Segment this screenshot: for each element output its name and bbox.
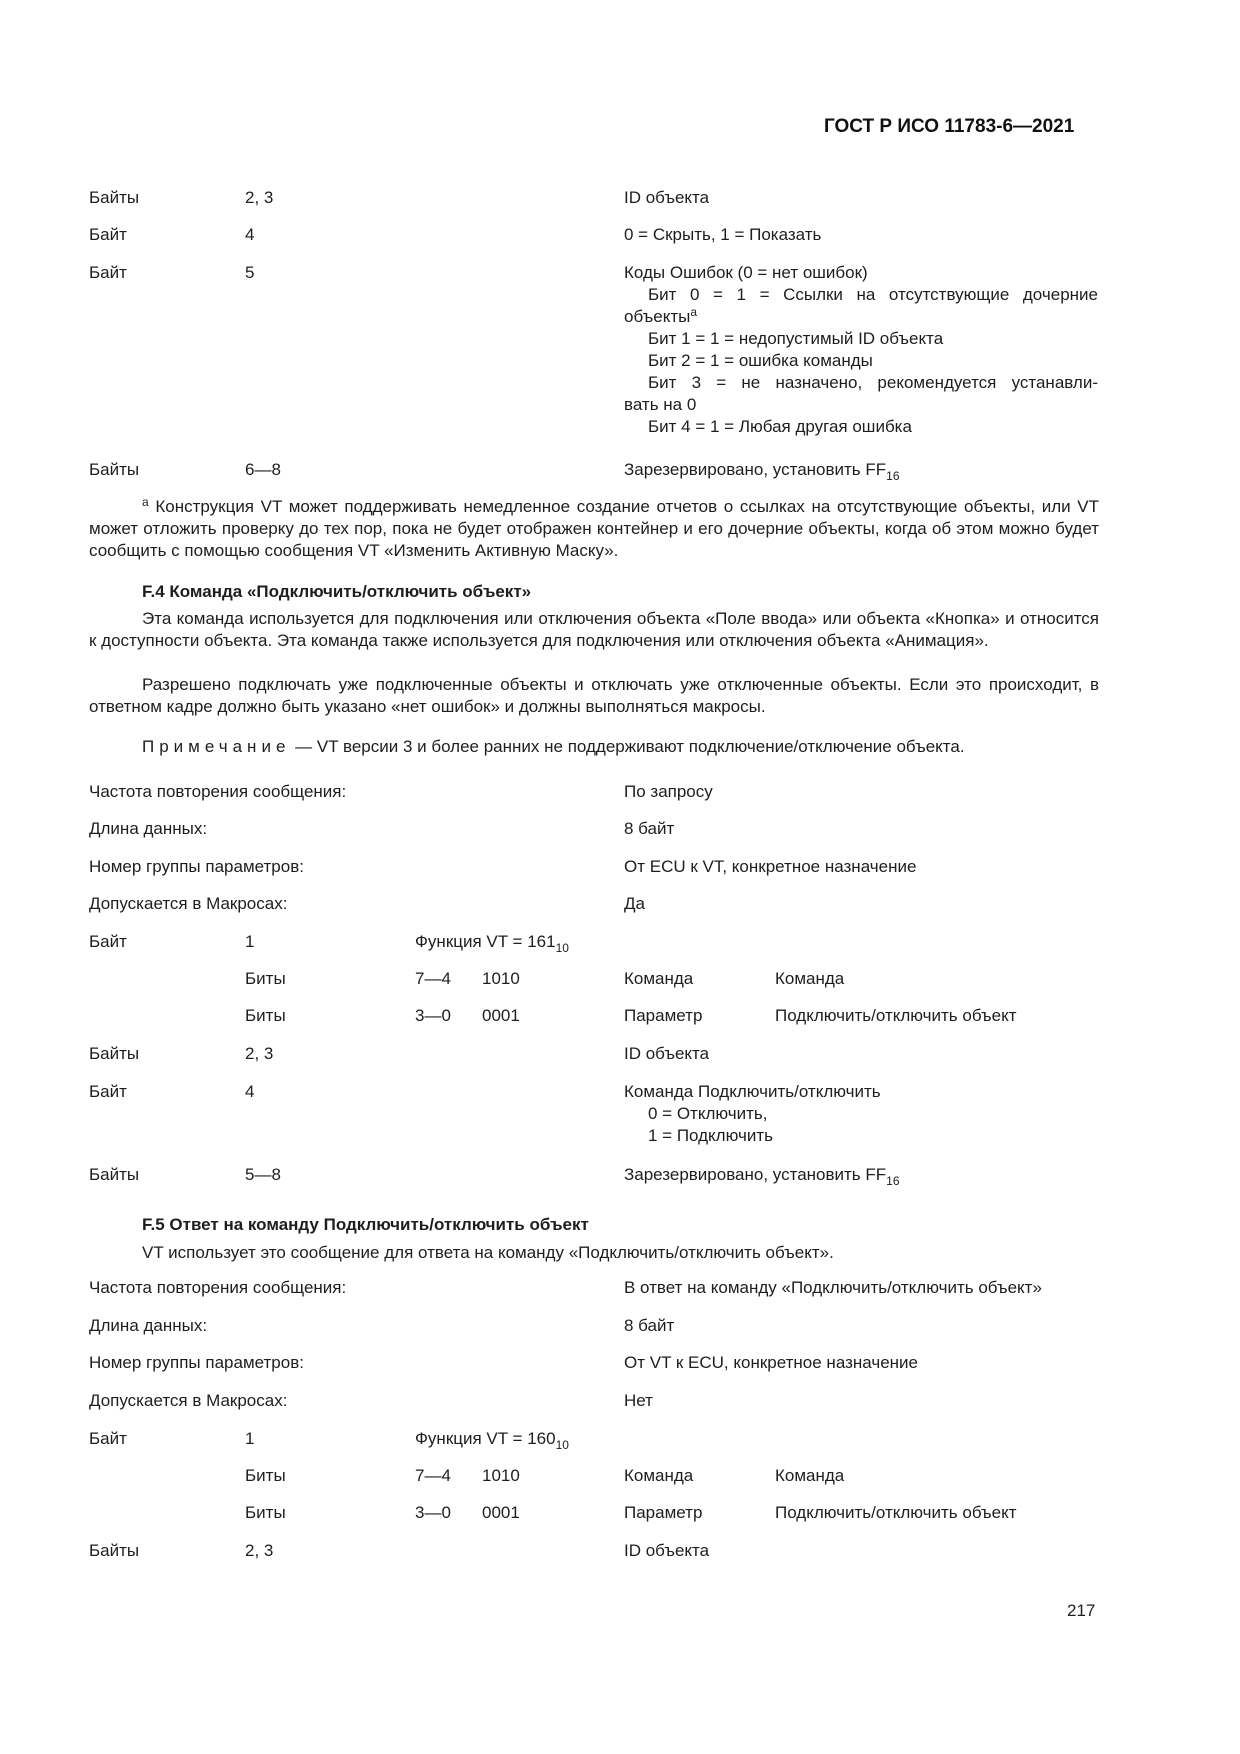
f4-paragraph-2: Разрешено подключать уже подключенные объекты и отключать уже отключенные объекты. Если это происходит, в ответном кадре должно быть указано «нет ошибок» и должны выполняться макросы. xyxy=(89,675,1099,716)
row-bytes: 6—8 xyxy=(245,460,281,479)
prop-label: Номер группы параметров: xyxy=(89,857,304,876)
disable-value: 0 = Отключить, xyxy=(648,1104,768,1123)
row-label: Байты xyxy=(89,1044,140,1063)
prop-label: Частота повторения сообщения: xyxy=(89,1278,347,1297)
bit4-line: Бит 4 = 1 = Любая другая ошибка xyxy=(648,417,912,436)
bits-range: 7—4 xyxy=(415,969,451,988)
bit3-line1: Бит 3 = не назначено, рекомендуется устанавли- xyxy=(648,373,1098,392)
error-codes-block xyxy=(624,262,1098,438)
bits-value: 0001 xyxy=(482,1503,520,1522)
bits-range: 3—0 xyxy=(415,1006,451,1025)
bits-range: 3—0 xyxy=(415,1503,451,1522)
bits-field: Команда xyxy=(624,969,694,988)
row-desc: ID объекта xyxy=(624,188,710,207)
prop-label: Длина данных: xyxy=(89,819,208,838)
row-bytes: 2, 3 xyxy=(245,188,274,207)
prop-label: Допускается в Макросах: xyxy=(89,894,288,913)
bits-meaning: Подключить/отключить объект xyxy=(775,1006,1017,1025)
prop-label: Длина данных: xyxy=(89,1316,208,1335)
bits-label: Биты xyxy=(245,1503,286,1522)
row-desc: Зарезервировано, установить $FF_{16}$ xyxy=(624,1165,900,1188)
row-desc: ID объекта xyxy=(624,1044,710,1063)
bits-meaning: Команда xyxy=(775,1466,845,1485)
bits-value: 1010 xyxy=(482,1466,520,1485)
bits-field: Команда xyxy=(624,1466,694,1485)
vt-function: Функция VT = $160_{10}$ xyxy=(415,1429,569,1452)
bits-value: 1010 xyxy=(482,969,520,988)
document-header: ГОСТ Р ИСО 11783-6—2021 xyxy=(824,116,1075,137)
row-bytes: 5 xyxy=(245,263,255,282)
page-number: 217 xyxy=(1067,1601,1096,1620)
row-bytes: 1 xyxy=(245,932,255,951)
enable-disable-title: Команда Подключить/отключить xyxy=(624,1082,881,1101)
enable-disable-block xyxy=(624,1081,1098,1147)
bits-label: Биты xyxy=(245,969,286,988)
bits-label: Биты xyxy=(245,1006,286,1025)
prop-label: Номер группы параметров: xyxy=(89,1353,304,1372)
row-label: Байт xyxy=(89,1082,127,1101)
f4-paragraph-1: Эта команда используется для подключения или отключения объекта «Поле ввода» или объекта «Кнопка» и относится к доступности объекта. Эта команда также используется для подключения или отключения объекта «Анимация». xyxy=(89,609,1099,650)
row-bytes: 2, 3 xyxy=(245,1044,274,1063)
row-label: Байты xyxy=(89,1165,140,1184)
bit1-line: Бит 1 = 1 = недопустимый ID объекта xyxy=(648,329,944,348)
prop-value: Нет xyxy=(624,1391,653,1410)
bits-field: Параметр xyxy=(624,1503,703,1522)
error-codes-title: Коды Ошибок (0 = нет ошибок) xyxy=(624,263,868,282)
bits-label: Биты xyxy=(245,1466,286,1485)
bit3-line2: вать на 0 xyxy=(624,395,697,414)
row-desc: ID объекта xyxy=(624,1541,710,1560)
row-desc: Зарезервировано, установить $FF_{16}$ xyxy=(624,460,900,483)
footnote-mark: a xyxy=(690,305,698,319)
row-label: Байт xyxy=(89,225,127,244)
row-desc: 0 = Скрыть, 1 = Показать xyxy=(624,225,822,244)
row-label: Байт xyxy=(89,932,127,951)
note-label: Примечание xyxy=(142,737,291,756)
f4-note: Примечание — VT версии 3 и более ранних не поддерживают подключение/отключение объекта. xyxy=(142,737,965,756)
row-bytes: 2, 3 xyxy=(245,1541,274,1560)
section-f4-title: F.4 Команда «Подключить/отключить объект» xyxy=(142,582,532,601)
bits-value: 0001 xyxy=(482,1006,520,1025)
row-label: Байты xyxy=(89,1541,140,1560)
row-label: Байты xyxy=(89,460,140,479)
enable-value: 1 = Подключить xyxy=(648,1126,773,1145)
bits-meaning: Подключить/отключить объект xyxy=(775,1503,1017,1522)
row-label: Байт xyxy=(89,1429,127,1448)
vt-function: Функция VT = $161_{10}$ xyxy=(415,932,569,955)
section-f5-title: F.5 Ответ на команду Подключить/отключить объект xyxy=(142,1215,589,1234)
prop-value: 8 байт xyxy=(624,819,675,838)
prop-value: От VT к ECU, конкретное назначение xyxy=(624,1353,918,1372)
prop-value: От ECU к VT, конкретное назначение xyxy=(624,857,917,876)
row-bytes: 5—8 xyxy=(245,1165,281,1184)
bit0-line2: объекты$^a$ xyxy=(624,305,698,326)
row-label: Байт xyxy=(89,263,127,282)
bits-meaning: Команда xyxy=(775,969,845,988)
prop-value: 8 байт xyxy=(624,1316,675,1335)
row-bytes: 4 xyxy=(245,225,255,244)
prop-label: Допускается в Макросах: xyxy=(89,1391,288,1410)
footnote: $^a$ Конструкция VT может поддерживать немедленное создание отчетов о ссылках на отсутствующие объекты, или VT может отложить проверку до тех пор, пока не будет отображен контейнер и его дочерние объекты, когда об этом можно будет сообщить с помощью сообщения VT «Изменить Активную Маску». xyxy=(89,495,1099,560)
prop-value: По запросу xyxy=(624,782,713,801)
prop-label: Частота повторения сообщения: xyxy=(89,782,347,801)
prop-value: В ответ на команду «Подключить/отключить объект» xyxy=(624,1278,1042,1297)
row-label: Байты xyxy=(89,188,140,207)
bit0-line1: Бит 0 = 1 = Ссылки на отсутствующие дочерние xyxy=(648,285,1098,304)
prop-value: Да xyxy=(624,894,645,913)
row-bytes: 1 xyxy=(245,1429,255,1448)
bits-range: 7—4 xyxy=(415,1466,451,1485)
bits-field: Параметр xyxy=(624,1006,703,1025)
bit2-line: Бит 2 = 1 = ошибка команды xyxy=(648,351,873,370)
row-bytes: 4 xyxy=(245,1082,255,1101)
f5-paragraph-1: VT использует это сообщение для ответа на команду «Подключить/отключить объект». xyxy=(142,1243,834,1262)
